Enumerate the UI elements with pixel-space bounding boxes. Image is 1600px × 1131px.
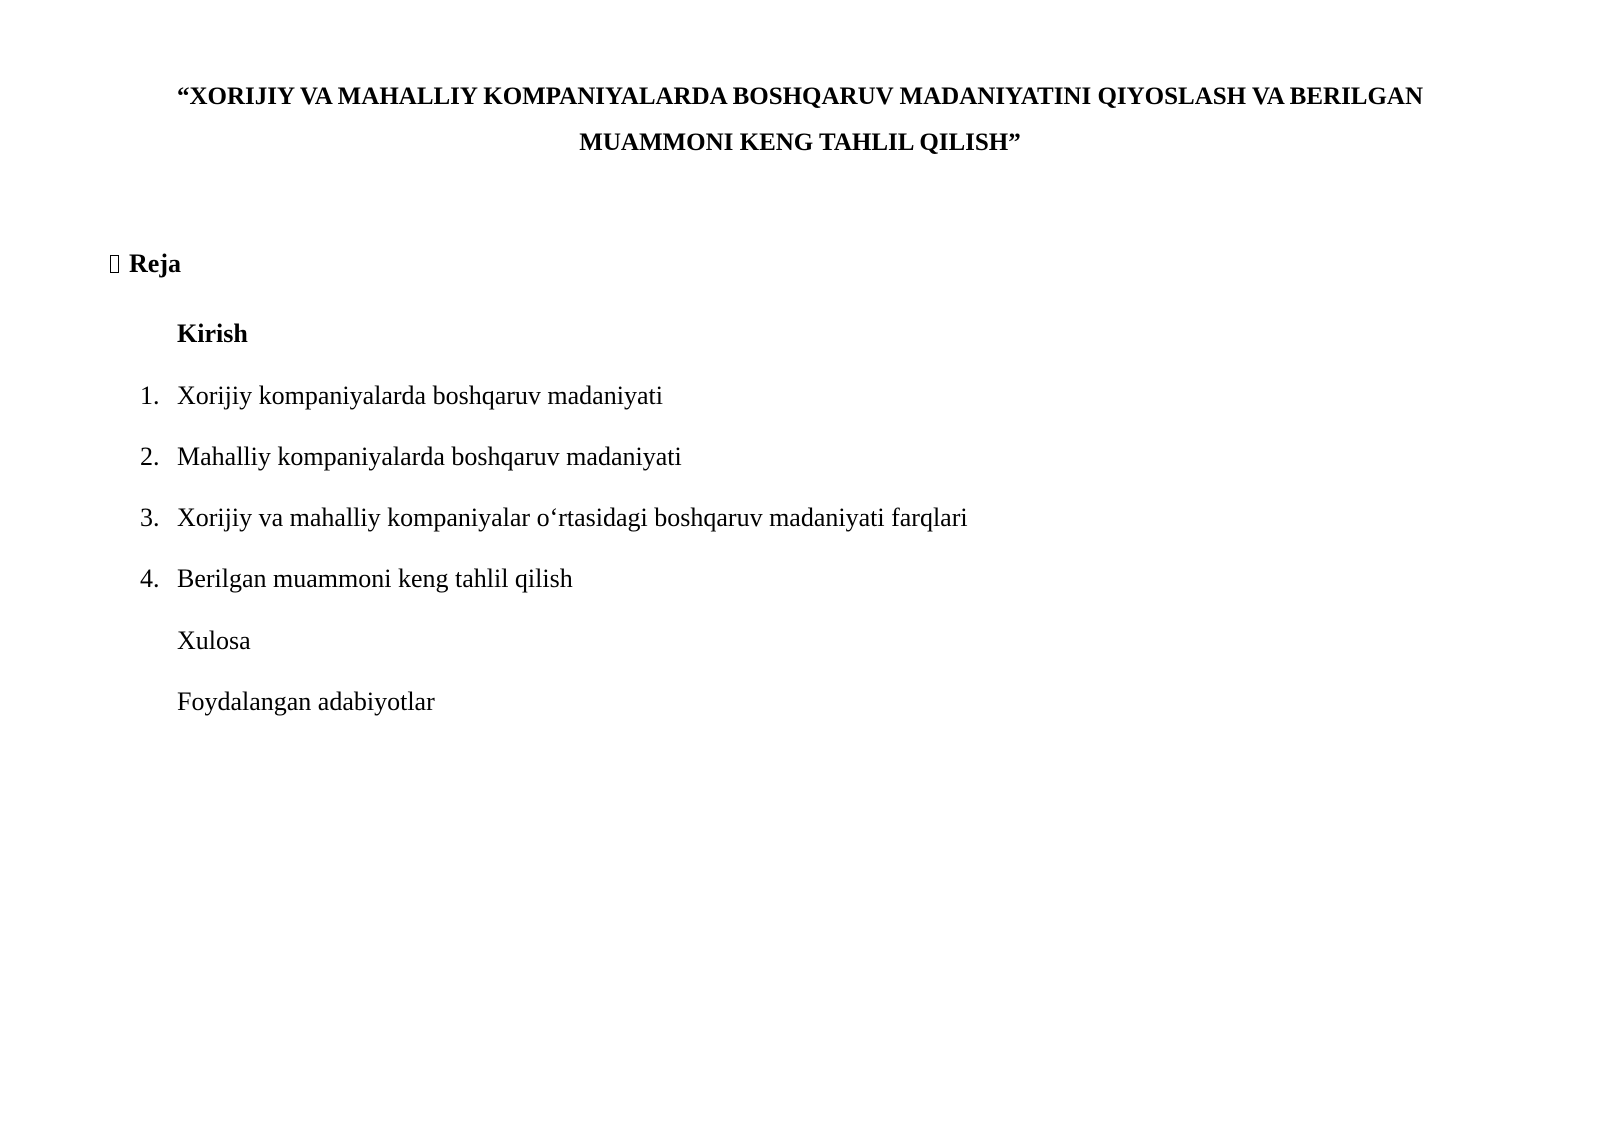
toc-item-number: 4. (140, 564, 160, 593)
toc-references-label: Foydalangan adabiyotlar (177, 687, 435, 716)
toc-item-text: Xorijiy kompaniyalarda boshqaruv madaniyati (177, 381, 663, 410)
plan-heading (110, 248, 181, 280)
plan-heading-label: Reja (129, 249, 181, 278)
document-title: “XORIJIY VA MAHALLIY KOMPANIYALARDA BOSHQARUV MADANIYATINI QIYOSLASH VA BERILGAN MUAMMONI KENG TAHLIL QILISH” (176, 83, 1424, 156)
toc-item-number: 3. (140, 503, 160, 532)
toc-item-number: 2. (140, 442, 160, 471)
toc-item-text: Berilgan muammoni keng tahlil qilish (177, 564, 573, 593)
toc-item-text: Mahalliy kompaniyalarda boshqaruv madaniyati (177, 442, 682, 471)
toc-conclusion-label: Xulosa (177, 626, 251, 655)
toc-intro-label: Kirish (177, 319, 248, 348)
square-bullet-icon (110, 255, 119, 273)
toc-item-text: Xorijiy va mahalliy kompaniyalar o‘rtasidagi boshqaruv madaniyati farqlari (177, 503, 968, 532)
toc-item-number: 1. (140, 381, 160, 410)
